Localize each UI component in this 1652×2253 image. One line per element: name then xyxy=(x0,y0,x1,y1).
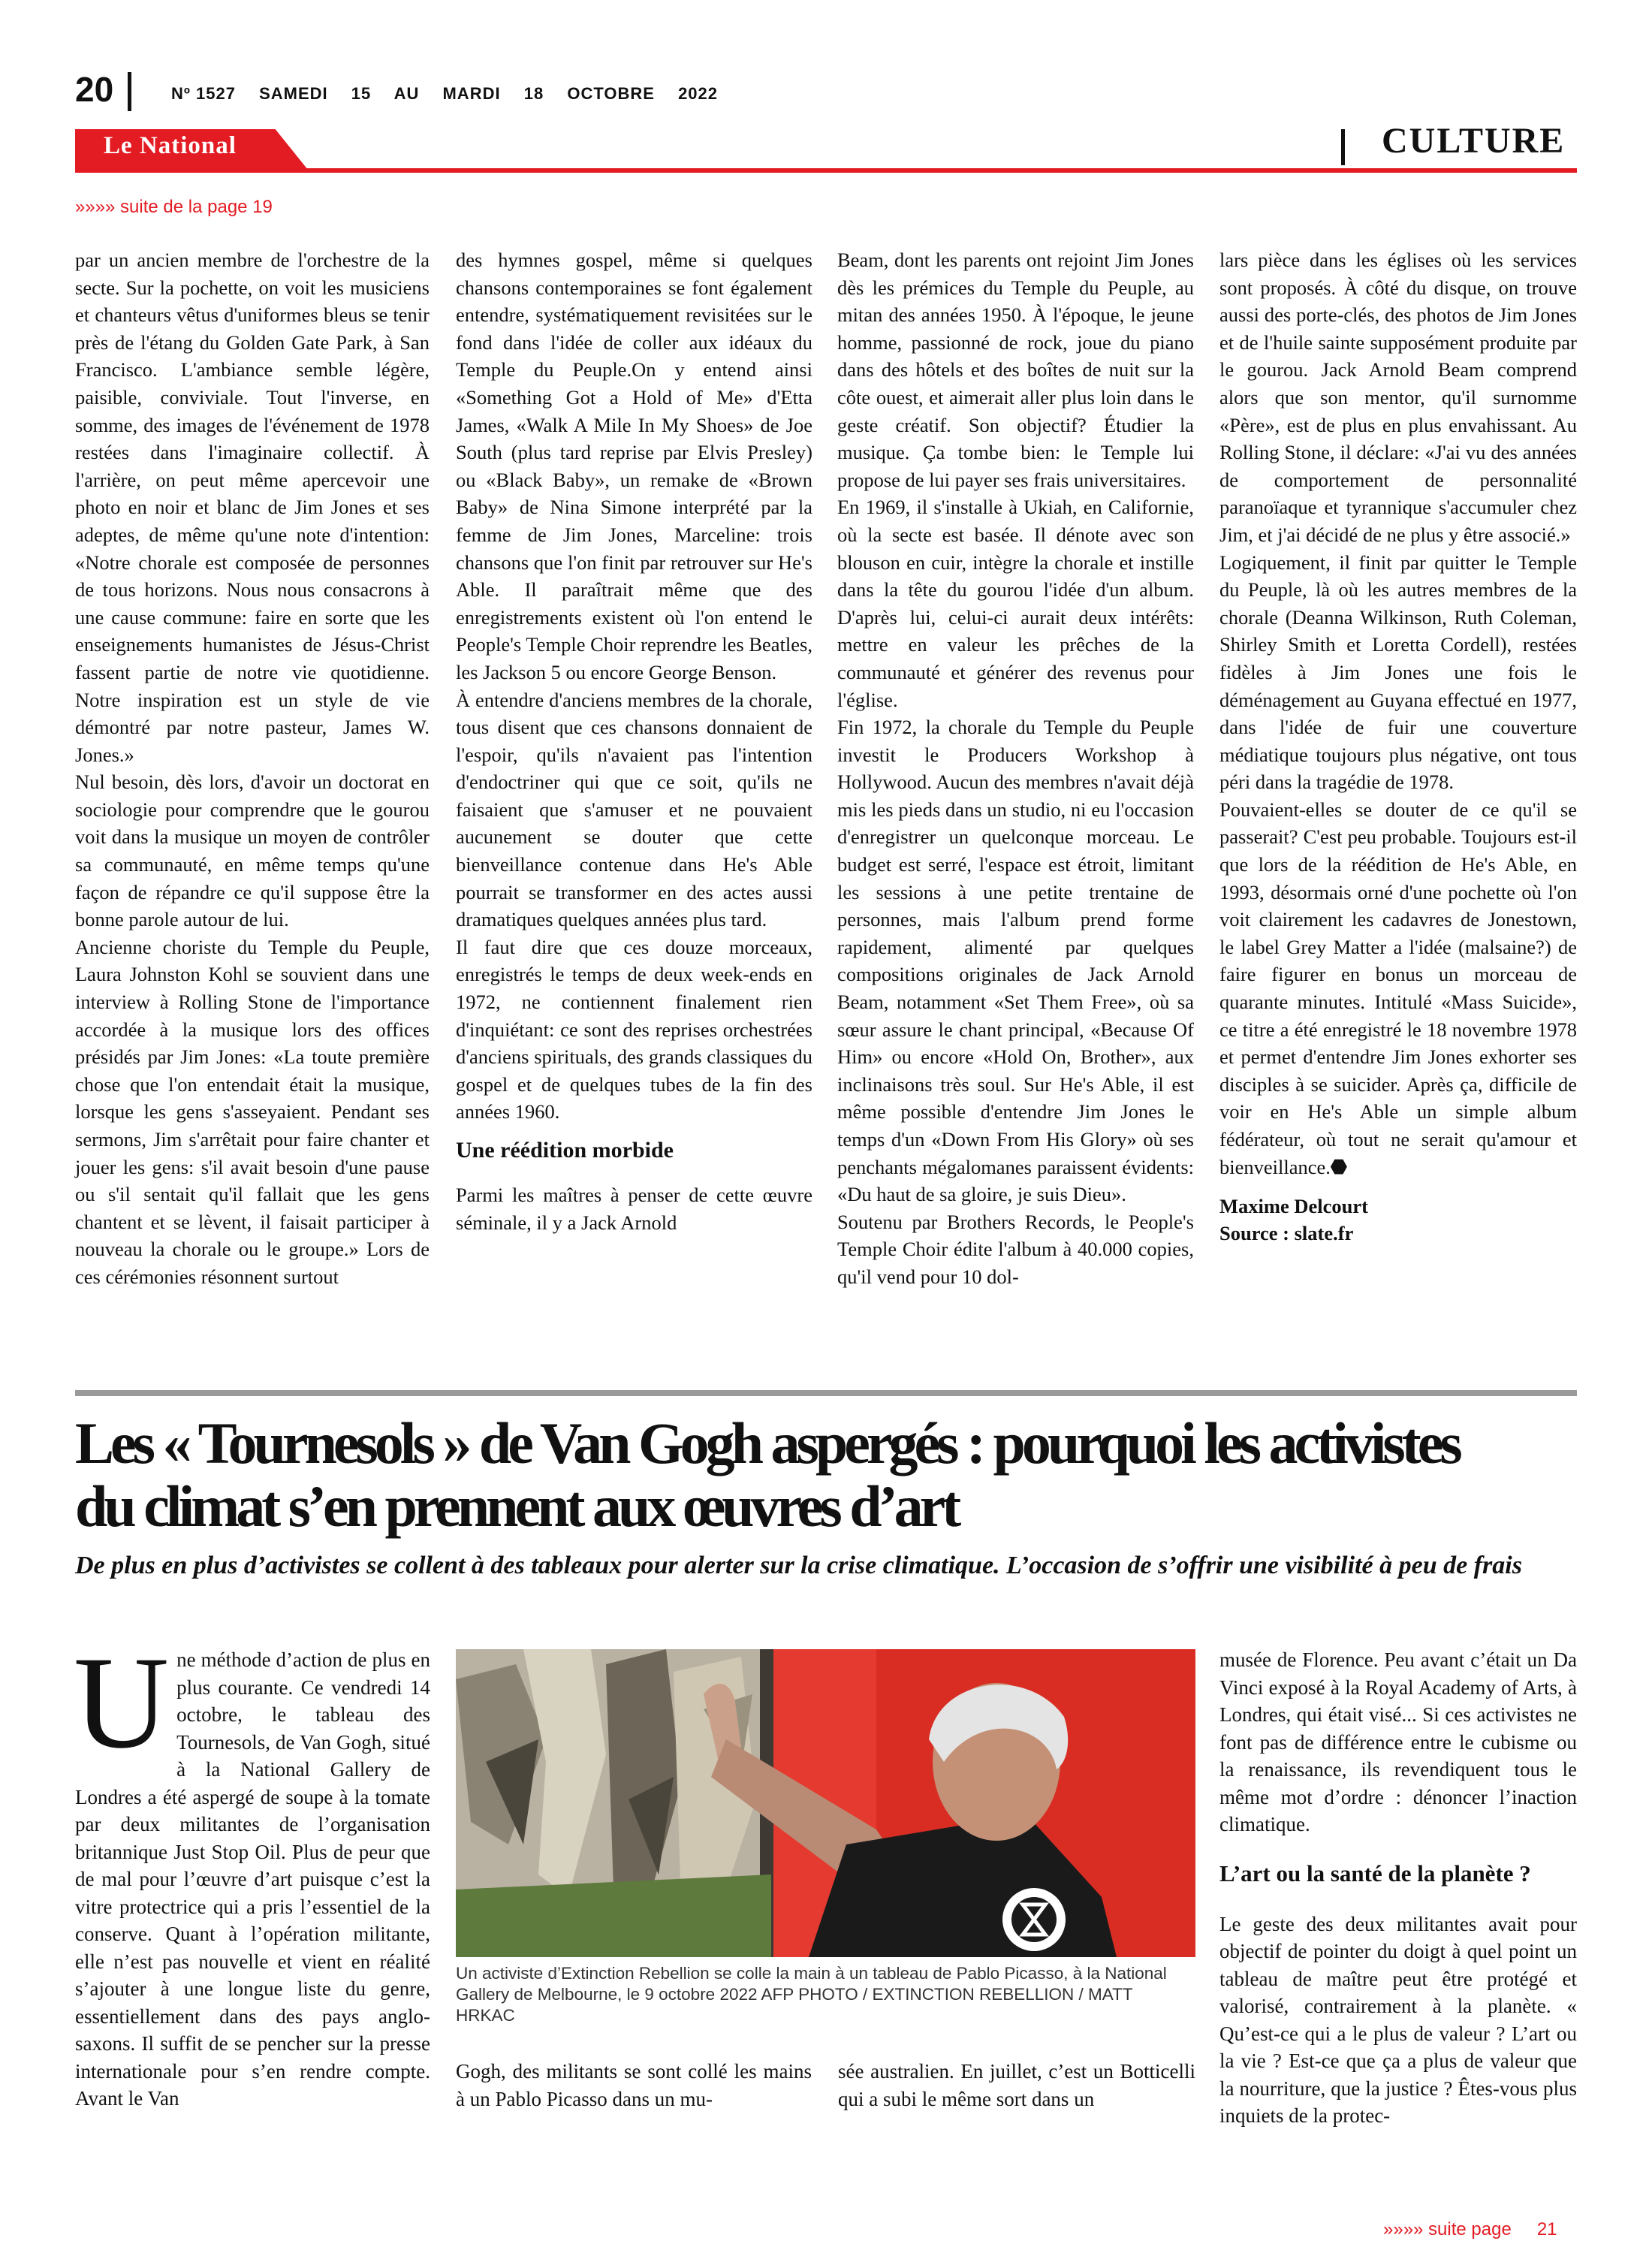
paragraph: Nul besoin, dès lors, d'avoir un doctorat en sociologie pour comprendre que le gourou voit dans la musique un moyen de contrôler sa communauté, en même temps qu'une façon de répandre ce qu'il suppose être la bonne parole autour de lui. xyxy=(75,771,430,931)
article-column-4 xyxy=(1219,246,1577,1247)
paragraph: Soutenu par Brothers Records, le People's Temple Choir édite l'album à 40.000 copies, qu'il vend pour 10 dol- xyxy=(837,1210,1194,1288)
author-credit xyxy=(1219,1193,1577,1247)
subheading: Une réédition morbide xyxy=(456,1138,674,1163)
paragraph: par un ancien membre de l'orchestre de la secte. Sur la pochette, on voit les musiciens et chanteurs vêtus d'uniformes bleus se tenir près de l'étang du Golden Gate Park, à San Francisco. L'ambiance semble légère, paisible, conviviale. Tout l'inverse, en somme, des images de l'événement de 1978 restées dans l'imaginaire collectif. À l'arrière, on peut même apercevoir une photo en noir et blanc de Jim Jones et ses adeptes, de même qu'une note d'intention: «Notre chorale est composée de personnes de tous horizons. Nous nous consacrons à une cause commune: faire en sorte que les enseignements humanistes de Jésus-Christ fassent partie de notre vie quotidienne. Notre inspiration est un style de vie démontré par notre pasteur, James W. Jones.» xyxy=(75,249,430,766)
paragraph: Fin 1972, la chorale du Temple du Peuple investit le Producers Workshop à Hollywood. Aucun des membres n'avait déjà mis les pieds dans un studio, ni eu l'occasion d'enregistrer un quelconque morceau. Le budget est serré, l'espace est étroit, limitant les sessions à une petite trentaine de personnes, mais l'album prend forme rapidement, alimenté par quelques compositions originales de Jack Arnold Beam, notamment «Set Them Free», où sa sœur assure le chant principal, «Because Of Him» ou encore «Hold On, Brother», aux inclinaisons très soul. Sur He's Able, il est même possible d'entendre Jim Jones le temps d'un «Down From His Glory» où ses penchants mégalomanes paraissent évidents: «Du haut de sa gloire, je suis Dieu». xyxy=(837,716,1194,1206)
paragraph: Le geste des deux militantes avait pour objectif de pointer du doigt à quel point un tableau de maître peut être protégé et valorisé, contrairement à la planète. « Qu’est-ce qui a le plus de valeur ? L’art ou la vie ? Est-ce que ça a plus de valeur que la nourriture, que la justice ? Êtes-vous plus inquiets de la protec- xyxy=(1219,1912,1577,2127)
activist-painting-illustration xyxy=(456,1649,1195,1957)
paragraph: des hymnes gospel, même si quelques chansons contemporaines se font également entendre, systématiquement revisitées sur le fond dans l'idée de coller aux idéaux du Temple du Peuple.On y entend ainsi «Something Got a Hold of Me» d'Etta James, «Walk A Mile In My Shoes» de Joe South (plus tard reprise par Elvis Presley) ou «Black Baby», un remake de «Brown Baby» de Nina Simone interprété par la femme de Jim Jones, Marceline: trois chansons que l'on finit par retrouver sur He's Able. Il paraîtrait même que des enregistrements existent où l'on entend le People's Temple Choir reprendre les Beatles, les Jackson 5 ou encore George Benson. xyxy=(456,249,812,683)
source-credit: Source : slate.fr xyxy=(1219,1222,1354,1245)
page-number: 20 xyxy=(75,70,114,109)
headline-line: Les « Tournesols » de Van Gogh aspergés : pourquoi les activistes xyxy=(75,1410,1459,1476)
paragraph: À entendre d'anciens membres de la chorale, tous disent que ces chansons donnaient de l'espoir, qu'ils n'avaient pas l'intention d'endoctriner qui que ce soit, qu'ils ne faisaient que s'amuser et ne pouvaient aucunement se douter que cette bienveillance contenue dans He's Able pourrait se transformer en des actes aussi dramatiques quelques années plus tard. xyxy=(456,688,812,931)
body-column-3 xyxy=(838,2058,1195,2113)
paragraph: Ancienne choriste du Temple du Peuple, Laura Johnston Kohl se souvient dans une interview à Rolling Stone de l'importance accordée à la musique lors des offices présidés par Jim Jones: «La toute première chose que l'on entendait était la musique, lorsque les gens s'asseyaient. Pendant ses sermons, Jim s'arrêtait pour faire chanter et jouer les gens: s'il avait besoin d'une pause ou s'il sentait qu'il fallait que les gens chantent et se lèvent, il faisait participer à nouveau la chorale ou le groupe.» Lors de ces cérémonies résonnent surtout xyxy=(75,935,430,1288)
end-of-article-icon xyxy=(1331,1159,1347,1175)
continued-to xyxy=(1383,2219,1557,2240)
article-column-2 xyxy=(456,246,812,1236)
header-rule xyxy=(75,168,1577,173)
section-title: CULTURE xyxy=(1382,121,1566,161)
body-column-4 xyxy=(1219,1646,1577,2130)
publication-logo: Le National xyxy=(104,132,237,159)
paragraph: Parmi les maîtres à penser de cette œuvre séminale, il y a Jack Arnold xyxy=(456,1184,812,1234)
paragraph: En 1969, il s'installe à Ukiah, en Californie, où la secte est basée. Il dénote avec son blouson en cuir, intègre la chorale et instille dans la tête du gourou l'idée d'un album. D'après lui, celui-ci aurait deux intérêts: mettre en valeur les prêches de la communauté et générer des revenus pour l'église. xyxy=(837,496,1194,711)
paragraph: Logiquement, il finit par quitter le Temple du Peuple, là où les autres membres de la chorale (Deanna Wilkinson, Ruth Coleman, Shirley Smith et Loretta Cordell), restées fidèles à Jim Jones une fois le déménagement au Guyana effectué en 1977, dans l'idée de fuir une couverture médiatique toujours plus négative, ont tous péri dans la tragédie de 1978. xyxy=(1219,550,1577,794)
date-part: AU xyxy=(393,84,420,103)
date-part: 18 xyxy=(523,84,544,103)
date-part: OCTOBRE xyxy=(567,84,655,103)
subheading: L’art ou la santé de la planète ? xyxy=(1219,1859,1531,1887)
date-part: SAMEDI xyxy=(259,84,328,103)
article-deck: De plus en plus d’activistes se collent à des tableaux pour alerter sur la crise climatique. L’occasion de s’offrir une visibilité à peu de frais xyxy=(75,1552,1522,1579)
date-part: MARDI xyxy=(442,84,501,103)
paragraph: Gogh, des militants se sont collé les mains à un Pablo Picasso dans un mu- xyxy=(456,2060,812,2110)
paragraph: lars pièce dans les églises où les services sont proposés. À côté du disque, on trouve aussi des porte-clés, des photos de Jim Jones et de l'huile sainte supposément produite par le gourou. Jack Arnold Beam comprend alors que son mentor, qu'il surnomme «Père», est de plus en plus envahissant. Au Rolling Stone, il déclare: «J'ai vu des années de comportement de personnalité paranoïaque et tyrannique s'accumuler chez Jim, et j'ai décidé de ne plus y être associé.» xyxy=(1219,249,1577,546)
article-column-1 xyxy=(75,246,430,1291)
paragraph: sée australien. En juillet, c’est un Botticelli qui a subi le même sort dans un xyxy=(838,2060,1195,2110)
article-separator xyxy=(75,1390,1577,1396)
article-photo xyxy=(456,1649,1195,1957)
section-divider xyxy=(1341,129,1345,165)
continued-from: »»»» suite de la page 19 xyxy=(75,197,273,217)
paragraph: Beam, dont les parents ont rejoint Jim Jones dès les prémices du Temple du Peuple, au mitan des années 1950. À l'époque, le jeune homme, passionné de rock, joue du piano dans des hôtels et des boîtes de nuit sur la côte ouest, et aimerait aller plus loin dans le geste créatif. Son objectif? Étudier la musique. Ça tombe bien: le Temple lui propose de lui payer ses frais universitaires. xyxy=(837,249,1194,491)
paragraph: Il faut dire que ces douze morceaux, enregistrés le temps de deux week-ends en 1972, ne contiennent finalement rien d'inquiétant: ce sont des reprises orchestrées d'anciens spirituals, des grands classiques du gospel et de quelques tubes de la fin des années 1960. xyxy=(456,935,812,1123)
photo-caption: Un activiste d’Extinction Rebellion se colle la main à un tableau de Pablo Picasso, à la National Gallery de Melbourne, le 9 octobre 2022 AFP PHOTO / EXTINCTION REBELLION / MATT HRKAC xyxy=(456,1964,1167,2025)
body-column-1 xyxy=(74,1630,430,2113)
continued-to-page: 21 xyxy=(1536,2219,1557,2239)
paragraph xyxy=(1219,796,1577,1181)
date-part: 15 xyxy=(351,84,372,103)
author-name: Maxime Delcourt xyxy=(1219,1195,1368,1218)
issue-number: Nº 1527 xyxy=(171,84,236,103)
date-part: 2022 xyxy=(678,84,719,103)
paragraph-text: Pouvaient-elles se douter de ce qu'il se passerait? C'est peu probable. Toujours est-il que lors de la réédition de He's Able, en 1993, désormais orné d'une pochette où l'on voit clairement les cadavres de Jonestown, le label Grey Matter a l'idée (malsaine?) de faire figurer en bonus un morceau de quarante minutes. Intitulé «Mass Suicide», ce titre a été enregistré le 18 novembre 1978 et permet d'entendre Jim Jones exhorter ses disciples à se suicider. Après ça, difficile de voir en He's Able un simple album fédérateur, où tout ne serait qu'amour et bienveillance. xyxy=(1219,798,1577,1178)
drop-cap: U xyxy=(74,1630,170,1776)
paragraph: musée de Florence. Peu avant c’était un Da Vinci exposé à la Royal Academy of Arts, à Londres, qui était visé... Si ces activistes ne font pas de différence entre le cubisme ou la renaissance, ils revendiquent tous le même mot d’ordre : dénoncer l’inaction climatique. xyxy=(1219,1648,1577,1835)
continued-to-label: »»»» suite page xyxy=(1383,2219,1512,2239)
paragraph: ne méthode d’action de plus en plus courante. Ce vendredi 14 octobre, le tableau des Tournesols, de Van Gogh, situé à la National Gallery de Londres a été aspergé de soupe à la tomate par deux militantes de l’organisation britannique Just Stop Oil. Plus de peur que de mal pour l’œuvre d’art puisque c’est la vitre protectrice qui a pris l’essentiel de la conserve. Quant à l’opération militante, elle n’est pas nouvelle et vient en réalité s’ajouter à une longue liste du genre, essentiellement dans des pays anglo-saxons. Il suffit de se pencher sur la presse internationale pour s’en rendre compte. Avant le Van xyxy=(75,1648,430,2110)
article-column-3 xyxy=(837,246,1194,1291)
article-headline xyxy=(75,1412,1592,1538)
body-column-2 xyxy=(456,2058,812,2113)
headline-line: du climat s’en prennent aux œuvres d’art xyxy=(75,1473,958,1539)
header-divider xyxy=(128,72,131,111)
issue-date-line xyxy=(171,84,736,104)
